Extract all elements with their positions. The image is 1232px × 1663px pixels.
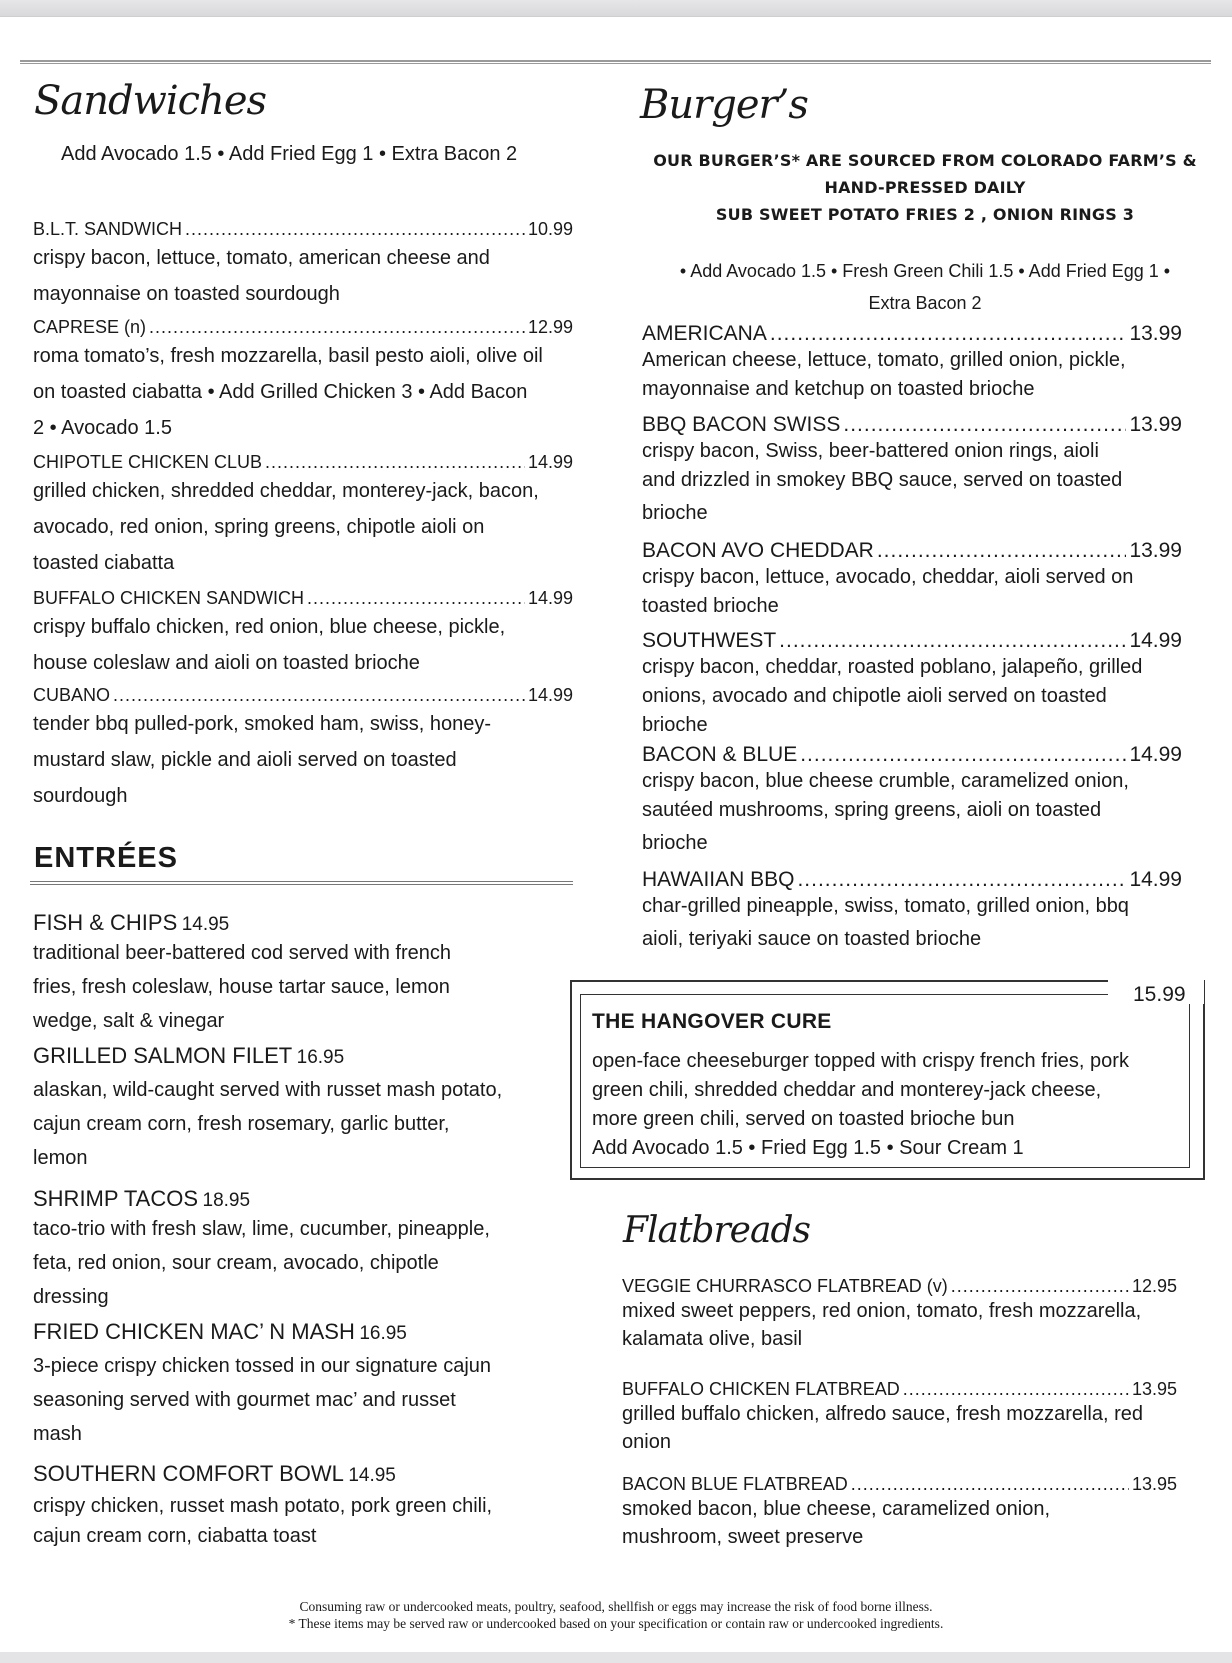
sandwiches-heading: Sandwiches: [34, 78, 267, 124]
item-name: HAWAIIAN BBQ: [642, 868, 795, 891]
burgers-note-line: SUB SWEET POTATO FRIES 2 , ONION RINGS 3: [715, 205, 1135, 224]
item-description: toasted brioche: [642, 595, 779, 617]
burgers-heading: Burger’s: [640, 82, 808, 128]
item-description: crispy chicken, russet mash potato, pork green chili,: [33, 1495, 493, 1517]
burgers-note-line: OUR BURGER’S* ARE SOURCED FROM COLORADO FARM’S &: [653, 151, 1197, 170]
item-description: fries, fresh coleslaw, house tartar sauce, lemon: [33, 976, 450, 998]
item-price: 13.99: [1129, 413, 1182, 436]
item-description: 2 • Avocado 1.5: [33, 417, 172, 439]
item-price: 14.95: [181, 914, 230, 935]
item-price: 10.99: [527, 219, 573, 239]
item-description: traditional beer-battered cod served with french: [33, 942, 452, 964]
item-price: 13.95: [1131, 1474, 1177, 1494]
item-description: roma tomato’s, fresh mozzarella, basil pesto aioli, olive oil: [33, 345, 543, 367]
menu-item: [33, 452, 573, 581]
item-price: 14.95: [348, 1465, 396, 1486]
item-description: crispy bacon, Swiss, beer-battered onion rings, aioli: [642, 440, 1099, 462]
window-top-bar: [0, 0, 1232, 17]
item-price: 14.99: [527, 452, 573, 472]
item-description: crispy bacon, blue cheese crumble, caramelized onion,: [642, 770, 1129, 792]
item-description: feta, red onion, sour cream, avocado, chipotle: [33, 1252, 439, 1274]
menu-item: [642, 322, 1182, 404]
menu-item: [33, 1461, 563, 1551]
sandwiches-addons: Add Avocado 1.5 • Add Fried Egg 1 • Extra Bacon 2: [61, 143, 518, 165]
item-price: 16.95: [359, 1323, 407, 1344]
item-name: VEGGIE CHURRASCO FLATBREAD (v): [622, 1276, 948, 1296]
item-description: on toasted ciabatta • Add Grilled Chicken 3 • Add Bacon: [33, 381, 528, 403]
menu-item: [642, 743, 1182, 861]
item-price: 12.95: [1131, 1276, 1177, 1296]
item-price: 13.99: [1129, 539, 1182, 562]
hangover-line: green chili, shredded cheddar and monterey-jack cheese,: [592, 1079, 1102, 1101]
item-name: BBQ BACON SWISS: [642, 413, 841, 436]
item-name: AMERICANA: [642, 322, 767, 345]
hangover-line: open-face cheeseburger topped with crispy french fries, pork: [592, 1050, 1129, 1072]
item-price: 14.99: [1129, 629, 1182, 652]
item-price: 18.95: [202, 1190, 251, 1211]
item-description: seasoning served with gourmet mac’ and russet: [33, 1389, 456, 1411]
item-description: crispy bacon, lettuce, avocado, cheddar, aioli served on: [642, 566, 1134, 588]
item-description: and drizzled in smokey BBQ sauce, served on toasted: [642, 469, 1123, 491]
item-name: SHRIMP TACOS: [33, 1186, 199, 1211]
menu-item: [622, 1276, 1177, 1353]
item-description: mushroom, sweet preserve: [622, 1526, 864, 1548]
item-description: mayonnaise and ketchup on toasted brioche: [642, 378, 1035, 400]
item-description: brioche: [642, 714, 708, 736]
item-price: 16.95: [296, 1047, 345, 1068]
entrees-divider: [30, 881, 573, 885]
item-description: 3-piece crispy chicken tossed in our signature cajun: [33, 1355, 492, 1377]
item-name: SOUTHERN COMFORT BOWL: [33, 1461, 344, 1486]
hangover-description: [592, 1047, 1192, 1163]
item-name: BACON AVO CHEDDAR: [642, 539, 874, 562]
menu-item: [642, 868, 1182, 957]
item-description: house coleslaw and aioli on toasted brioche: [33, 652, 420, 674]
item-description: crispy bacon, lettuce, tomato, american cheese and: [33, 247, 490, 269]
flatbreads-heading: Flatbreads: [623, 1210, 810, 1251]
hangover-title: THE HANGOVER CURE: [592, 1010, 832, 1033]
item-description: crispy bacon, cheddar, roasted poblano, jalapeño, grilled: [642, 656, 1143, 678]
item-name: BUFFALO CHICKEN FLATBREAD: [622, 1379, 900, 1399]
hangover-line: more green chili, served on toasted brioche bun: [592, 1108, 1015, 1130]
item-description: American cheese, lettuce, tomato, grilled onion, pickle,: [642, 349, 1126, 371]
item-description: grilled chicken, shredded cheddar, monterey-jack, bacon,: [33, 480, 539, 502]
item-description: mixed sweet peppers, red onion, tomato, fresh mozzarella,: [622, 1300, 1142, 1322]
top-divider: [20, 60, 1211, 64]
menu-item: [33, 685, 573, 814]
item-price: 14.99: [527, 588, 573, 608]
item-description: dressing: [33, 1286, 109, 1308]
item-description: wedge, salt & vinegar: [33, 1010, 225, 1032]
item-name: FRIED CHICKEN MAC’ N MASH: [33, 1319, 355, 1344]
item-description: alaskan, wild-caught served with russet mash potato,: [33, 1079, 503, 1101]
item-description: kalamata olive, basil: [622, 1328, 803, 1350]
entrees-heading: ENTRÉES: [34, 842, 178, 874]
item-description: crispy buffalo chicken, red onion, blue cheese, pickle,: [33, 616, 506, 638]
menu-item: [33, 1043, 563, 1175]
menu-item: [33, 588, 573, 681]
menu-item: [642, 539, 1182, 621]
item-description: tender bbq pulled-pork, smoked ham, swiss, honey-: [33, 713, 492, 735]
item-description: brioche: [642, 832, 708, 854]
menu-item: [33, 1186, 563, 1314]
item-price: 14.99: [1129, 868, 1182, 891]
item-name: SOUTHWEST: [642, 629, 777, 652]
item-price: 14.99: [527, 685, 573, 705]
item-description: cajun cream corn, fresh rosemary, garlic butter,: [33, 1113, 450, 1135]
item-name: B.L.T. SANDWICH: [33, 219, 183, 239]
item-price: 14.99: [1129, 743, 1182, 766]
item-name: BACON BLUE FLATBREAD: [622, 1474, 848, 1494]
menu-item: [33, 219, 573, 312]
item-description: onions, avocado and chipotle aioli served on toasted: [642, 685, 1107, 707]
item-price: 13.95: [1131, 1379, 1177, 1399]
item-description: grilled buffalo chicken, alfredo sauce, fresh mozzarella, red: [622, 1403, 1144, 1425]
item-name: CHIPOTLE CHICKEN CLUB: [33, 452, 263, 472]
menu-item: [33, 1319, 563, 1451]
item-description: sautéed mushrooms, spring greens, aioli on toasted: [642, 799, 1102, 821]
burgers-addon-line: • Add Avocado 1.5 • Fresh Green Chili 1.5 • Add Fried Egg 1 •: [679, 261, 1171, 281]
item-description: sourdough: [33, 785, 128, 807]
footer-disclaimer: * These items may be served raw or undercooked based on your specification or contain raw or undercooked ingredients.: [288, 1616, 944, 1631]
item-description: mash: [33, 1423, 82, 1445]
item-name: CAPRESE (n): [33, 317, 147, 337]
hangover-price: 15.99: [1133, 983, 1186, 1006]
burgers-addon-line: Extra Bacon 2: [868, 293, 982, 313]
burgers-addons: [630, 255, 1220, 319]
item-description: smoked bacon, blue cheese, caramelized onion,: [622, 1498, 1051, 1520]
menu-item: [33, 910, 563, 1038]
item-description: taco-trio with fresh slaw, lime, cucumber, pineapple,: [33, 1218, 490, 1240]
item-price: 12.99: [527, 317, 573, 337]
menu-item: [642, 629, 1182, 740]
item-description: aioli, teriyaki sauce on toasted brioche: [642, 928, 982, 950]
hangover-line: Add Avocado 1.5 • Fried Egg 1.5 • Sour Cream 1: [592, 1137, 1024, 1159]
item-description: cajun cream corn, ciabatta toast: [33, 1525, 317, 1547]
window-bottom-bar: [0, 1652, 1232, 1663]
item-name: BUFFALO CHICKEN SANDWICH: [33, 588, 305, 608]
menu-item: [642, 413, 1182, 531]
menu-item: [33, 317, 573, 446]
item-name: CUBANO: [33, 685, 111, 705]
item-description: avocado, red onion, spring greens, chipotle aioli on: [33, 516, 485, 538]
burgers-note: [630, 147, 1220, 228]
footer-disclaimer: Consuming raw or undercooked meats, poultry, seafood, shellfish or eggs may increase the risk of food borne illness.: [299, 1599, 933, 1614]
item-name: GRILLED SALMON FILET: [33, 1043, 293, 1068]
item-description: mustard slaw, pickle and aioli served on toasted: [33, 749, 457, 771]
item-description: brioche: [642, 502, 708, 524]
item-name: FISH & CHIPS: [33, 910, 178, 935]
item-name: BACON & BLUE: [642, 743, 798, 766]
item-description: toasted ciabatta: [33, 552, 175, 574]
burgers-note-line: HAND-PRESSED DAILY: [824, 178, 1026, 197]
item-description: onion: [622, 1431, 671, 1453]
item-price: 13.99: [1129, 322, 1182, 345]
item-description: char-grilled pineapple, swiss, tomato, grilled onion, bbq: [642, 895, 1129, 917]
item-description: lemon: [33, 1147, 88, 1169]
menu-item: [622, 1379, 1177, 1456]
menu-item: [622, 1474, 1177, 1551]
item-description: mayonnaise on toasted sourdough: [33, 283, 340, 305]
